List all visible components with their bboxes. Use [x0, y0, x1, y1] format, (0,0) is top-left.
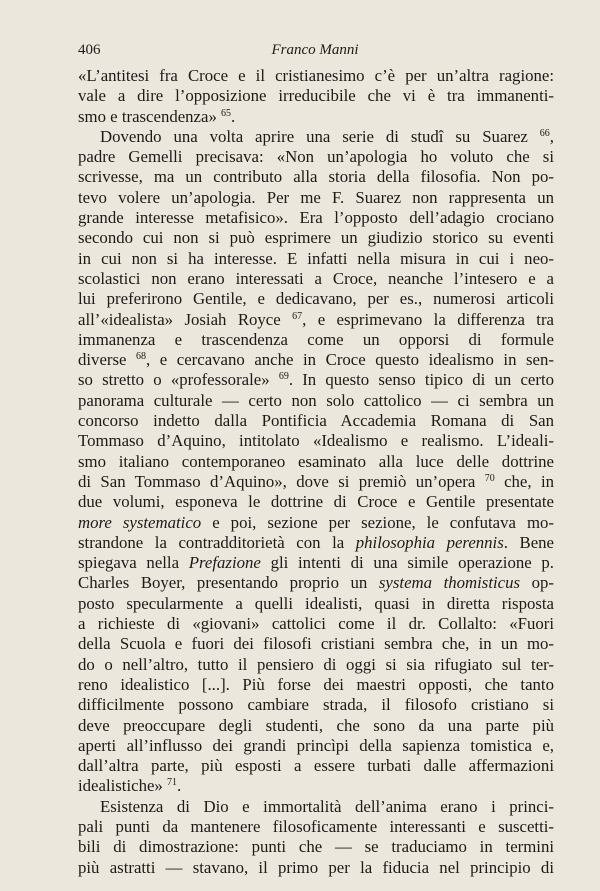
text-run: gli intenti di una simile operazione p.	[260, 553, 554, 573]
text-run: dall’altra parte, più esposti a essere turbati dalle affermazioni	[78, 756, 554, 776]
text-line	[78, 756, 554, 776]
text-line	[78, 797, 554, 817]
text-line	[78, 411, 554, 431]
text-run: .	[231, 106, 236, 126]
footnote-ref: 67	[292, 310, 303, 322]
text-run: smo e trascendenza»	[78, 106, 222, 126]
text-run: a richieste di «giovani» cattolici come il dr. Collalto: «Fuori	[78, 614, 554, 634]
text-line	[78, 188, 554, 208]
text-line	[78, 634, 554, 654]
page-number: 406	[78, 42, 101, 58]
text-run: .	[177, 776, 182, 796]
text-line	[78, 330, 554, 350]
text-run: idealistiche»	[78, 776, 168, 796]
text-line	[78, 107, 554, 127]
text-line	[78, 594, 554, 614]
footnote-ref: 69	[278, 371, 289, 383]
text-line	[78, 208, 554, 228]
text-run: all’«idealista» Josiah Royce	[78, 309, 293, 329]
text-line	[78, 817, 554, 837]
text-run: padre Gemelli precisava: «Non un’apologia ho voluto che si	[78, 147, 554, 167]
text-line	[78, 66, 554, 86]
text-run: pali punti da mantenere filosoficamente interessanti e suscetti-	[78, 816, 554, 836]
text-run: , e cercavano anche in Croce questo idealismo in sen-	[146, 350, 554, 370]
text-line	[78, 391, 554, 411]
text-line	[78, 228, 554, 248]
running-head-author: Franco Manni	[271, 42, 359, 58]
italic-text: systema thomisticus	[378, 573, 521, 593]
text-line	[78, 86, 554, 106]
text-line	[78, 695, 554, 715]
text-line	[78, 573, 554, 593]
text-run: spiegava nella	[78, 553, 189, 573]
text-run: panorama culturale — certo non solo cattolico — ci sembra un	[78, 390, 554, 410]
text-run: posto specularmente a quelli idealisti, quasi in diretta risposta	[78, 593, 554, 613]
text-run: due volumi, esponeva le dottrine di Croce e Gentile presentate	[78, 492, 554, 512]
text-line	[78, 452, 554, 472]
footnote-ref: 71	[167, 777, 178, 789]
text-line	[78, 492, 554, 512]
text-run: Esistenza di Dio e immortalità dell’anima erano i princi-	[100, 796, 554, 816]
text-run: tevo volere un’apologia. Per me F. Suarez non rappresenta un	[78, 187, 554, 207]
text-run: secondo cui non si può esprimere un giudizio storico su eventi	[78, 228, 554, 248]
text-run: diverse	[78, 350, 137, 370]
text-run: e poi, sezione per sezione, le confutava mo-	[201, 512, 554, 532]
italic-text: more systematico	[78, 512, 202, 532]
text-line	[78, 513, 554, 533]
text-run: Dovendo una volta aprire una serie di studî su Suarez	[100, 126, 540, 146]
text-line	[78, 675, 554, 695]
text-run: so stretto o «professorale»	[78, 370, 279, 390]
text-line	[78, 269, 554, 289]
text-line	[78, 310, 554, 330]
text-run: smo italiano contemporaneo esaminato alla luce delle dottrine	[78, 451, 554, 471]
text-run: Tommaso d’Aquino, intitolato «Idealismo e realismo. L’ideali-	[78, 431, 554, 451]
footnote-ref: 68	[136, 351, 147, 363]
text-line	[78, 533, 554, 553]
text-line	[78, 350, 554, 370]
text-line	[78, 858, 554, 878]
footnote-ref: 65	[221, 107, 232, 119]
footnote-ref: 66	[539, 127, 550, 139]
text-run: , e esprimevano la differenza tra	[302, 309, 554, 329]
text-line	[78, 716, 554, 736]
text-run: op-	[520, 573, 554, 593]
text-line	[78, 614, 554, 634]
text-run: aperti all’influsso dei grandi princìpi della sapienza tomistica e,	[78, 735, 554, 755]
italic-text: Prefazione	[188, 553, 261, 573]
text-run: della Scuola e fuori dei filosofi cristiani sembra che, in un mo-	[78, 634, 554, 654]
text-line	[78, 736, 554, 756]
text-run: difficilmente possono cambiare strada, il filosofo cristiano si	[78, 695, 554, 715]
text-line	[78, 837, 554, 857]
text-run: concorso indetto dalla Pontificia Accademia Romana di San	[78, 411, 554, 431]
text-run: che, in	[494, 471, 554, 491]
text-run: in cui non si ha interesse. E infatti nella misura in cui i neo-	[78, 248, 554, 268]
text-run: strandone la contradditorietà con la	[78, 532, 356, 552]
text-run: . In questo senso tipico di un certo	[288, 370, 555, 390]
text-run: lui preferirono Gentile, e dedicavano, per es., numerosi articoli	[78, 289, 554, 309]
text-line	[78, 776, 554, 796]
text-run: più astratti — stavano, il primo per la fiducia nel principio di	[78, 857, 554, 877]
text-line	[78, 655, 554, 675]
text-run: grande interesse metafisico». Era l’opposto dell’adagio crociano	[78, 208, 554, 228]
text-run: scolastici non erano interessati a Croce, neanche l’intesero e a	[78, 268, 554, 288]
text-run: do o nell’altro, tutto il pensiero di oggi si sia rifugiato sul ter-	[78, 654, 554, 674]
text-run: reno idealistico [...]. Più forse dei maestri opposti, che tanto	[78, 674, 554, 694]
text-run: immanenza e trascendenza come un opporsi di formule	[78, 329, 554, 349]
footnote-ref: 70	[484, 472, 495, 484]
italic-text: philosophia perennis	[355, 532, 504, 552]
text-line	[78, 472, 554, 492]
text-line	[78, 249, 554, 269]
text-line	[78, 553, 554, 573]
body-text	[78, 66, 554, 878]
text-run: deve preoccupare degli studenti, che sono da una parte più	[78, 715, 554, 735]
text-run: Charles Boyer, presentando proprio un	[78, 573, 379, 593]
text-line	[78, 289, 554, 309]
text-line	[78, 431, 554, 451]
text-run: vale a dire l’opposizione irreducibile che vi è tra immanenti-	[78, 86, 554, 106]
text-run: . Bene	[503, 532, 555, 552]
text-run: «L’antitesi fra Croce e il cristianesimo c’è per un’altra ragione:	[78, 66, 554, 85]
text-line	[78, 370, 554, 390]
text-line	[78, 147, 554, 167]
text-run: bili di dimostrazione: punti che — se traduciamo in termini	[78, 837, 554, 857]
text-line	[78, 127, 554, 147]
text-run: scrivesse, ma un contributo alla storia della filosofia. Non po-	[78, 167, 554, 187]
running-header	[78, 42, 552, 64]
text-line	[78, 167, 554, 187]
text-run: di San Tommaso d’Aquino», dove si premiò un’opera	[78, 471, 485, 491]
text-run: ,	[549, 126, 554, 146]
